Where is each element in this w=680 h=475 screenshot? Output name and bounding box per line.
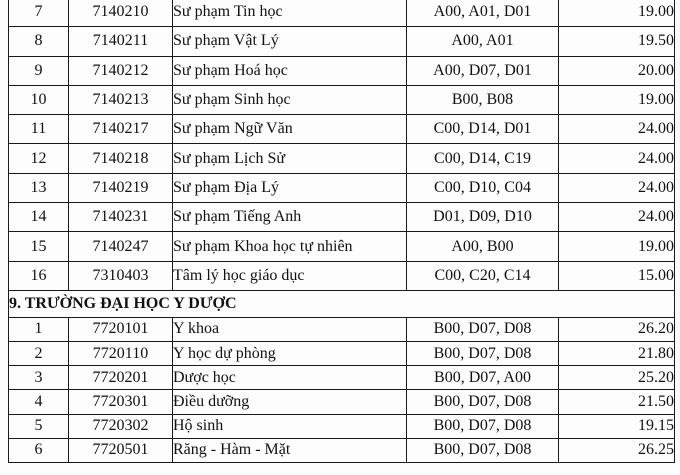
subject-combination: C00, D10, C04 (407, 173, 559, 202)
table-row (9, 173, 675, 202)
row-number: 3 (9, 366, 69, 390)
major-name: Sư phạm Hoá học (173, 56, 407, 85)
subject-combination: A00, A01, D01 (407, 0, 559, 27)
row-number: 8 (9, 27, 69, 56)
row-number: 2 (9, 341, 69, 365)
benchmark-score: 19.00 (559, 232, 675, 261)
subject-combination: C00, C20, C14 (407, 261, 559, 290)
major-code: 7720501 (69, 438, 173, 462)
subject-combination: B00, D07, D08 (407, 317, 559, 341)
major-name: Sư phạm Khoa học tự nhiên (173, 232, 407, 261)
table-row (9, 115, 675, 144)
benchmark-score: 19.00 (559, 85, 675, 114)
major-name: Điều dưỡng (173, 390, 407, 414)
subject-combination: B00, D07, D08 (407, 438, 559, 462)
table-body (9, 0, 675, 462)
major-name: Sư phạm Lịch Sử (173, 144, 407, 173)
benchmark-score: 26.25 (559, 438, 675, 462)
row-number: 10 (9, 85, 69, 114)
subject-combination: C00, D14, C19 (407, 144, 559, 173)
major-code: 7140210 (69, 0, 173, 27)
major-name: Sư phạm Sinh học (173, 85, 407, 114)
major-name: Sư phạm Tin học (173, 0, 407, 27)
table-row (9, 0, 675, 27)
benchmark-score: 15.00 (559, 261, 675, 290)
subject-combination: B00, B08 (407, 85, 559, 114)
section-title: 9. TRƯỜNG ĐẠI HỌC Y DƯỢC (9, 290, 675, 317)
table-row (9, 261, 675, 290)
subject-combination: B00, D07, D08 (407, 341, 559, 365)
table-row (9, 144, 675, 173)
row-number: 13 (9, 173, 69, 202)
subject-combination: A00, B00 (407, 232, 559, 261)
major-code: 7140211 (69, 27, 173, 56)
row-number: 6 (9, 438, 69, 462)
major-code: 7720302 (69, 414, 173, 438)
benchmark-score: 24.00 (559, 203, 675, 232)
benchmark-score: 25.20 (559, 366, 675, 390)
major-name: Hộ sinh (173, 414, 407, 438)
row-number: 7 (9, 0, 69, 27)
benchmark-score: 21.50 (559, 390, 675, 414)
benchmark-score: 19.50 (559, 27, 675, 56)
major-name: Dược học (173, 366, 407, 390)
subject-combination: A00, A01 (407, 27, 559, 56)
major-name: Tâm lý học giáo dục (173, 261, 407, 290)
row-number: 1 (9, 317, 69, 341)
major-code: 7140217 (69, 115, 173, 144)
row-number: 15 (9, 232, 69, 261)
row-number: 12 (9, 144, 69, 173)
table-row (9, 341, 675, 365)
table-row (9, 317, 675, 341)
benchmark-score: 19.00 (559, 0, 675, 27)
benchmark-score: 19.15 (559, 414, 675, 438)
table-row (9, 414, 675, 438)
major-code: 7140213 (69, 85, 173, 114)
row-number: 5 (9, 414, 69, 438)
row-number: 16 (9, 261, 69, 290)
major-code: 7720101 (69, 317, 173, 341)
subject-combination: B00, D07, D08 (407, 390, 559, 414)
major-name: Y khoa (173, 317, 407, 341)
major-code: 7140247 (69, 232, 173, 261)
major-name: Răng - Hàm - Mặt (173, 438, 407, 462)
benchmark-score: 24.00 (559, 173, 675, 202)
table-row (9, 390, 675, 414)
row-number: 14 (9, 203, 69, 232)
admission-score-table (8, 0, 675, 463)
subject-combination: A00, D07, D01 (407, 56, 559, 85)
table-row (9, 438, 675, 462)
major-name: Sư phạm Tiếng Anh (173, 203, 407, 232)
table-row (9, 232, 675, 261)
benchmark-score: 26.20 (559, 317, 675, 341)
table-row (9, 27, 675, 56)
major-code: 7310403 (69, 261, 173, 290)
major-code: 7140219 (69, 173, 173, 202)
major-name: Sư phạm Vật Lý (173, 27, 407, 56)
major-code: 7140212 (69, 56, 173, 85)
major-code: 7720201 (69, 366, 173, 390)
subject-combination: D01, D09, D10 (407, 203, 559, 232)
table-row (9, 203, 675, 232)
section-header-row (9, 290, 675, 317)
subject-combination: B00, D07, D08 (407, 414, 559, 438)
table-row (9, 56, 675, 85)
benchmark-score: 24.00 (559, 144, 675, 173)
benchmark-score: 21.80 (559, 341, 675, 365)
major-name: Sư phạm Địa Lý (173, 173, 407, 202)
major-code: 7720110 (69, 341, 173, 365)
major-code: 7720301 (69, 390, 173, 414)
table-row (9, 85, 675, 114)
major-code: 7140231 (69, 203, 173, 232)
subject-combination: B00, D07, A00 (407, 366, 559, 390)
benchmark-score: 24.00 (559, 115, 675, 144)
row-number: 4 (9, 390, 69, 414)
subject-combination: C00, D14, D01 (407, 115, 559, 144)
major-code: 7140218 (69, 144, 173, 173)
benchmark-score: 20.00 (559, 56, 675, 85)
major-name: Y học dự phòng (173, 341, 407, 365)
row-number: 11 (9, 115, 69, 144)
major-name: Sư phạm Ngữ Văn (173, 115, 407, 144)
table-row (9, 366, 675, 390)
row-number: 9 (9, 56, 69, 85)
